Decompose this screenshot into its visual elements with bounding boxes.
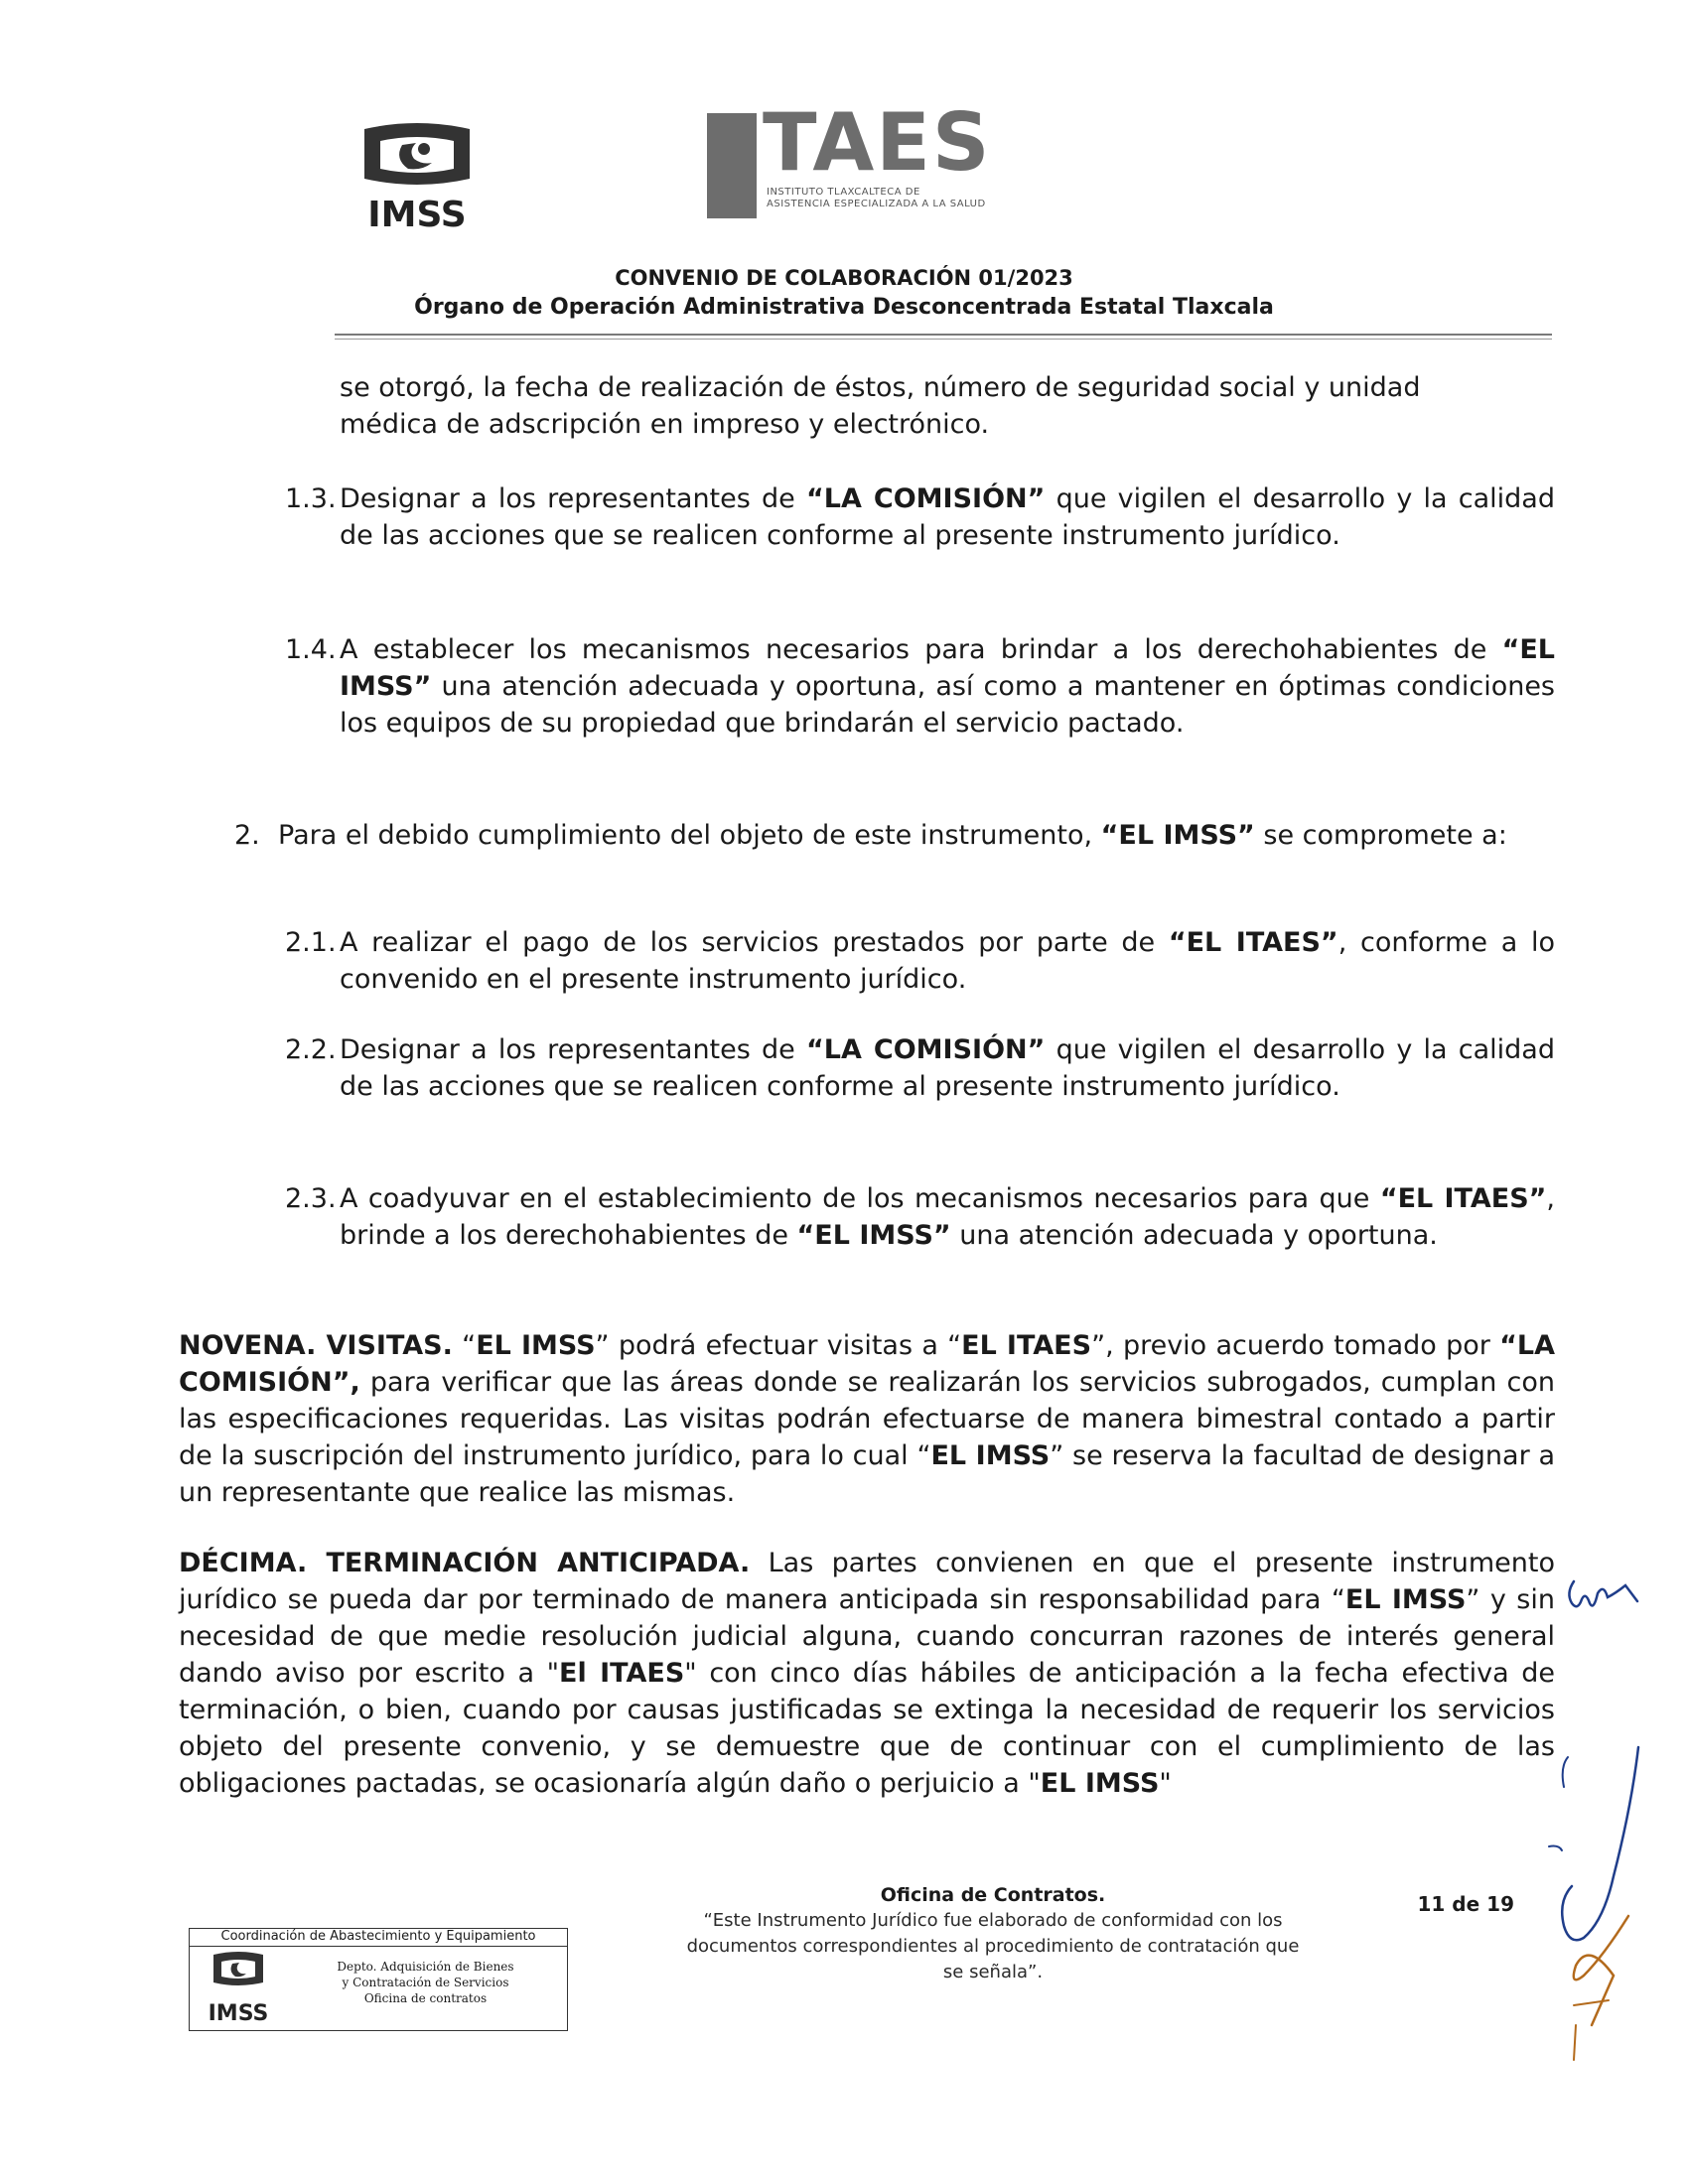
- continuation-line-2: médica de adscripción en impreso y electrónico.: [340, 409, 990, 440]
- department-stamp: [189, 1928, 568, 2031]
- document-title: CONVENIO DE COLABORACIÓN 01/2023: [615, 266, 1073, 290]
- document-subtitle: Órgano de Operación Administrativa Desconcentrada Estatal Tlaxcala: [414, 295, 1274, 320]
- clause-decima-heading: DÉCIMA. TERMINACIÓN ANTICIPADA.: [179, 1548, 751, 1578]
- itaes-logo-subtitle: [767, 187, 986, 210]
- item-1-3-number: 1.3.: [285, 483, 337, 514]
- stamp-line-1: Depto. Adquisición de Bienes: [337, 1960, 514, 1974]
- item-2-2-number: 2.2.: [285, 1034, 337, 1065]
- office-note-line-3: se señala”.: [942, 1962, 1044, 1982]
- stamp-line-2: y Contratación de Servicios: [342, 1976, 509, 1989]
- office-title: Oficina de Contratos.: [880, 1884, 1106, 1906]
- continuation-paragraph: [340, 369, 1555, 443]
- item-2-3-number: 2.3.: [285, 1183, 337, 1214]
- clause-novena: NOVENA. VISITAS. “EL IMSS” podrá efectuar visitas a “EL ITAES”, previo acuerdo tomado por “LA COMISIÓN”, para verificar que las áreas donde se realizarán los servicios subrogados, cumplan con las especificaciones requeridas. Las visitas podrán efectuarse de manera bimestral contado a partir de la suscripción del instrumento jurídico, para lo cual “EL IMSS” se reserva la facultad de designar a un representante que realice las mismas.: [179, 1330, 1556, 1508]
- office-note-line-2: documentos correspondientes al procedimiento de contratación que: [686, 1936, 1300, 1957]
- stamp-caption: Coordinación de Abastecimiento y Equipamiento: [190, 1928, 567, 1947]
- imss-logo: [343, 119, 492, 233]
- continuation-line-1: se otorgó, la fecha de realización de éstos, número de seguridad social y unidad: [340, 372, 1421, 403]
- stamp-department-text: [294, 1959, 557, 2006]
- handwritten-signature: [1514, 1727, 1663, 2065]
- header-divider-thin: [335, 339, 1552, 340]
- imss-logo-text: IMSS: [367, 195, 467, 233]
- clause-decima: DÉCIMA. TERMINACIÓN ANTICIPADA. Las partes convienen en que el presente instrumento jurídico se pueda dar por terminado de manera anticipada sin responsabilidad para “EL IMSS” y sin necesidad de que medie resolución judicial alguna, cuando concurran razones de interés general dando aviso por escrito a "El ITAES" con cinco días hábiles de anticipación a la fecha efectiva de terminación, o bien, cuando por causas justificadas se extinga la necesidad de requerir los servicios objeto del presente convenio, y se demuestre que de continuar con el cumplimiento de las obligaciones pactadas, se ocasionaría algún daño o perjuicio a "EL IMSS": [179, 1548, 1555, 1799]
- office-note-line-1: “Este Instrumento Jurídico fue elaborado de conformidad con los: [703, 1910, 1283, 1931]
- item-2-3-text: A coadyuvar en el establecimiento de los mecanismos necesarios para que “EL ITAES”, brinde a los derechohabientes de “EL IMSS” una atención adecuada y oportuna.: [340, 1183, 1555, 1251]
- item-2-2-text: Designar a los representantes de “LA COMISIÓN” que vigilen el desarrollo y la calidad de las acciones que se realicen conforme al presente instrumento jurídico.: [340, 1034, 1555, 1102]
- initials-signature-mark: [1564, 1564, 1643, 1623]
- item-1-4-text: A establecer los mecanismos necesarios para brindar a los derechohabientes de “EL IMSS” una atención adecuada y oportuna, así como a mantener en óptimas condiciones los equipos de su propiedad que brindarán el servicio pactado.: [340, 634, 1555, 739]
- itaes-subtitle-line2: ASISTENCIA ESPECIALIZADA A LA SALUD: [767, 199, 986, 209]
- stamp-imss-logo-text: IMSS: [208, 2001, 269, 2026]
- itaes-logo: [707, 96, 1025, 223]
- item-2-1-text: A realizar el pago de los servicios prestados por parte de “EL ITAES”, conforme a lo convenido en el presente instrumento jurídico.: [340, 927, 1555, 995]
- stamp-line-3: Oficina de contratos: [363, 1991, 488, 2005]
- item-1-3-text: Designar a los representantes de “LA COMISIÓN” que vigilen el desarrollo y la calidad de las acciones que se realicen conforme al presente instrumento jurídico.: [340, 483, 1555, 551]
- clause-novena-heading: NOVENA. VISITAS.: [179, 1330, 453, 1361]
- itaes-logo-text: TAES: [763, 96, 992, 189]
- item-2-text: Para el debido cumplimiento del objeto de este instrumento, “EL IMSS” se compromete a:: [278, 820, 1507, 851]
- header-divider: [335, 334, 1552, 336]
- office-note: [596, 1908, 1390, 1985]
- itaes-subtitle-line1: INSTITUTO TLAXCALTECA DE: [767, 187, 920, 198]
- itaes-logo-bar: [707, 113, 757, 218]
- item-2-1-number: 2.1.: [285, 927, 337, 958]
- item-1-4-number: 1.4.: [285, 634, 337, 665]
- page-number: 11 de 19: [1417, 1892, 1514, 1916]
- item-2-number: 2.: [234, 820, 260, 851]
- stamp-imss-logo: [204, 1951, 273, 2026]
